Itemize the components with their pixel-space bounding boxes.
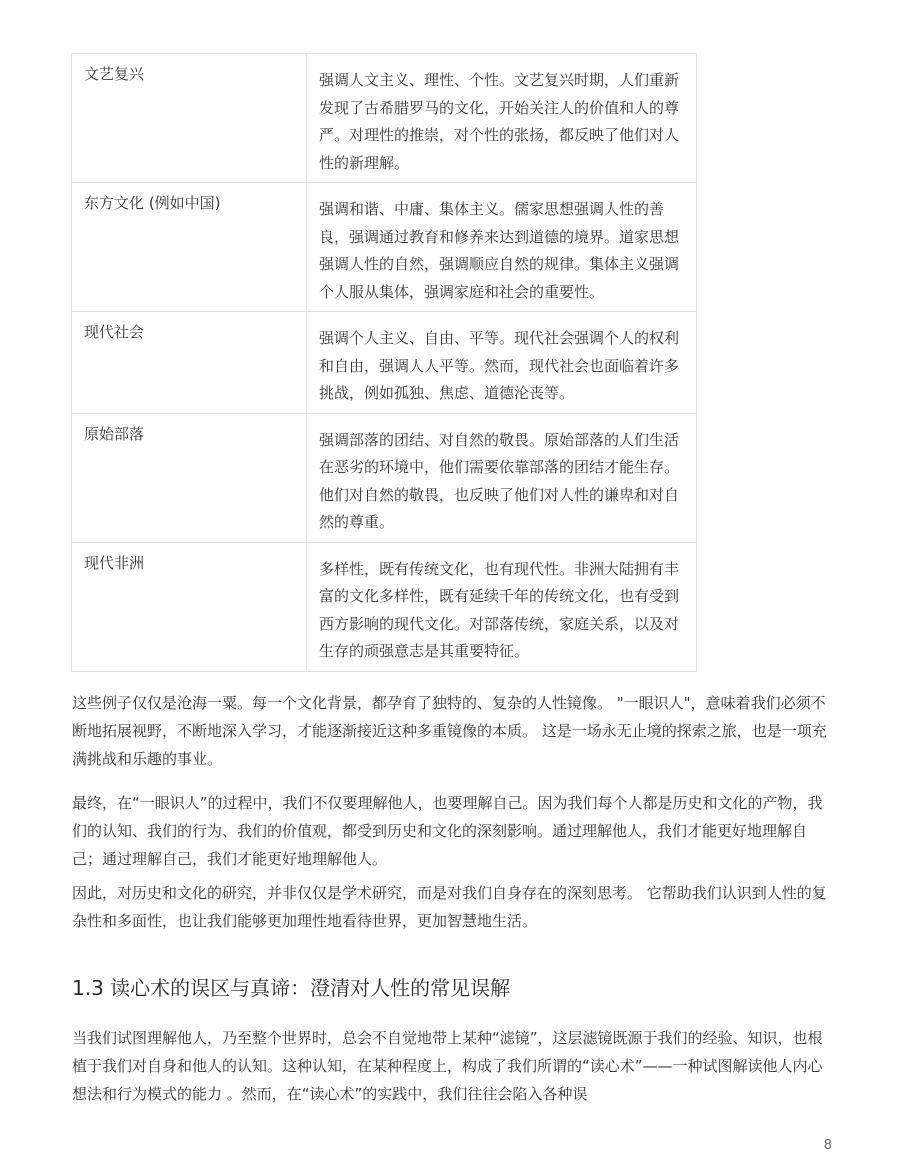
table-row bbox=[72, 183, 697, 312]
body-paragraph: 当我们试图理解他人，乃至整个世界时，总会不自觉地带上某种“滤镜”，这层滤镜既源于我们的经验、知识，也根植于我们对自身和他人的认知。这种认知，在某种程度上，构成了我们所谓的“读心术”——一种试图解读他人内心想法和行为模式的能力 。然而，在“读心术”的实践中，我们往往会陷入各种误 bbox=[72, 1029, 823, 1103]
culture-cell: 现代社会 bbox=[72, 312, 307, 414]
table-row bbox=[72, 542, 697, 671]
culture-cell: 文艺复兴 bbox=[72, 54, 307, 183]
table-row bbox=[72, 413, 697, 542]
section-heading: 1.3 读心术的误区与真谛：澄清对人性的常见误解 bbox=[72, 976, 511, 1000]
culture-cell: 现代非洲 bbox=[72, 542, 307, 671]
culture-cell: 原始部落 bbox=[72, 413, 307, 542]
description-cell: 强调和谐、中庸、集体主义。儒家思想强调人性的善良，强调通过教育和修养来达到道德的境界。道家思想强调人性的自然，强调顺应自然的规律。集体主义强调个人服从集体，强调家庭和社会的重要性。 bbox=[307, 183, 697, 312]
culture-cell: 东方文化 (例如中国) bbox=[72, 183, 307, 312]
description-cell: 多样性，既有传统文化，也有现代性。非洲大陆拥有丰富的文化多样性，既有延续千年的传统文化，也有受到西方影响的现代文化。对部落传统，家庭关系，以及对生存的顽强意志是其重要特征。 bbox=[307, 542, 697, 671]
description-cell: 强调部落的团结、对自然的敬畏。原始部落的人们生活在恶劣的环境中，他们需要依靠部落的团结才能生存。他们对自然的敬畏，也反映了他们对人性的谦卑和对自然的尊重。 bbox=[307, 413, 697, 542]
body-paragraph: 因此，对历史和文化的研究，并非仅仅是学术研究，而是对我们自身存在的深刻思考。 它帮助我们认识到人性的复杂性和多面性，也让我们能够更加理性地看待世界，更加智慧地生活。 bbox=[72, 884, 827, 930]
body-paragraph: 这些例子仅仅是沧海一粟。每一个文化背景，都孕育了独特的、复杂的人性镜像。 "一眼识人"，意味着我们必须不断地拓展视野，不断地深入学习，才能逐渐接近这种多重镜像的本质。 这是一场永无止境的探索之旅，也是一项充满挑战和乐趣的事业。 bbox=[72, 694, 827, 768]
table-row bbox=[72, 54, 697, 183]
table-row bbox=[72, 312, 697, 414]
description-cell: 强调人文主义、理性、个性。文艺复兴时期，人们重新发现了古希腊罗马的文化，开始关注人的价值和人的尊严。对理性的推崇，对个性的张扬，都反映了他们对人性的新理解。 bbox=[307, 54, 697, 183]
body-paragraph: 最终，在“一眼识人”的过程中，我们不仅要理解他人，也要理解自己。因为我们每个人都是历史和文化的产物，我们的认知、我们的行为、我们的价值观，都受到历史和文化的深刻影响。通过理解他人，我们才能更好地理解自己；通过理解自己，我们才能更好地理解他人。 bbox=[72, 794, 823, 868]
culture-comparison-table bbox=[71, 53, 697, 672]
description-cell: 强调个人主义、自由、平等。现代社会强调个人的权利和自由，强调人人平等。然而，现代社会也面临着许多挑战，例如孤独、焦虑、道德沦丧等。 bbox=[307, 312, 697, 414]
page-number: 8 bbox=[823, 1138, 832, 1153]
